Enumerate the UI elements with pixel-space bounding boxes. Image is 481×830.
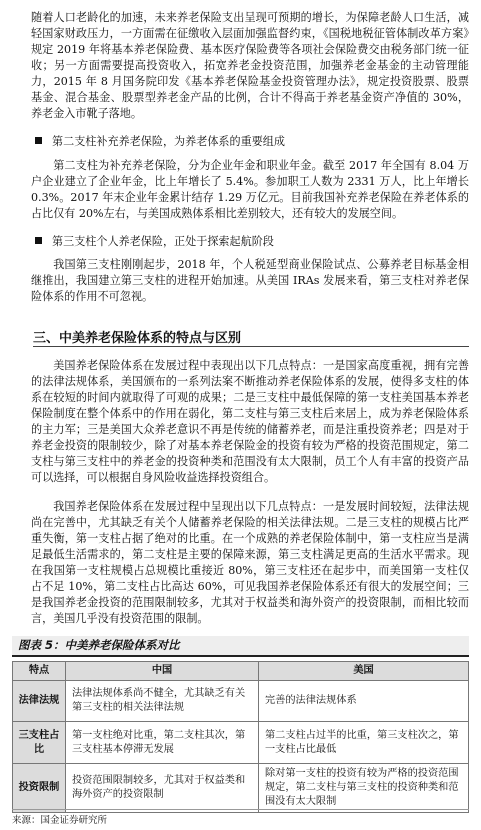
row-feature: 三支柱占比 xyxy=(13,722,66,764)
table-header-row xyxy=(13,662,469,681)
table-row xyxy=(13,764,469,813)
row-china: 第一支柱绝对比重，第二支柱其次，第三支柱基本停滞无发展 xyxy=(66,722,259,764)
bullet-second-pillar xyxy=(35,134,285,150)
source-rule xyxy=(12,809,469,810)
row-usa: 除对第一支柱的投资有较为严格的投资范围规定，第二支柱与第三支柱的投资种类和范围没有太大限制 xyxy=(259,764,469,813)
row-feature: 法律法规 xyxy=(13,681,66,722)
bullet-third-pillar xyxy=(35,234,274,250)
figure-rule xyxy=(12,655,469,657)
table-row xyxy=(13,681,469,722)
paragraph-aging-pension: 随着人口老龄化的加速，未来养老保险支出呈现可预期的增长，为保障老龄人口生活，减轻国家财政压力，一方面需在征缴收入层面加强监督约束，《国税地税征管体制改革方案》规定 2019 年将基本养老保险费、基本医疗保险费等各项社会保险费交由税务部门统一征收；另一方面需要提高投资收入，拓宽养老金投资范围，加强养老金基金的主动管理能力，2015 年 8 月国务院印发《基本养老保险基金投资管理办法》，规定投资股票、股票基金、混合基金、股票型养老金产品的比例，合计不得高于养老基金资产净值的 30%，养老金入市靴子落地。 xyxy=(31,11,469,120)
paragraph-second-pillar: 第二支柱为补充养老保险，分为企业年金和职业年金。截至 2017 年全国有 8.04 万户企业建立了企业年金，比上年增长了 5.4%。参加职工人数为 2331 万人，比上年增长 0.3%。2017 年末企业年金累计结存 1.29 万亿元。目前我国补充养老保险在养老体系的占比仅有 20%左右，与美国成熟体系相比差别较大，还有较大的发展空间。 xyxy=(31,159,469,220)
bullet-text: 第三支柱个人养老保险，正处于探索起航阶段 xyxy=(52,235,274,248)
square-bullet-icon xyxy=(35,137,42,144)
row-usa: 第二支柱占过半的比重，第三支柱次之，第一支柱占比最低 xyxy=(259,722,469,764)
header-usa: 美国 xyxy=(259,662,469,681)
table-row xyxy=(13,722,469,764)
paragraph-us-features: 美国养老保险体系在发展过程中表现出以下几点特点：一是国家高度重视，拥有完善的法律法规体系，美国颁布的一系列法案不断推动养老保险体系的发展，使得多支柱的体系在较短的时间内就取得了可观的成果；二是三支柱中最低保障的第一支柱美国基本养老保险制度在整个体系中的作用在弱化，第二支柱与第三支柱后来居上，成为养老保险体系的主力军；三是美国大众养老意识不再是传统的储蓄养老，而是注重投资养老；四是对于养老金投资的限制较少，除了对基本养老保险金的投资有较为严格的投资范围规定，第二支柱与第三支柱中的养老金的投资种类和范围没有太大限制，员工个人有丰富的投资产品可以选择，可以根据自身风险收益选择投资组合。 xyxy=(31,359,469,484)
figure-source: 来源：国金证券研究所 xyxy=(12,815,108,826)
square-bullet-icon xyxy=(35,237,42,244)
heading-rule xyxy=(33,346,469,347)
paragraph-china-features: 我国养老保险体系在发展过程中呈现出以下几点特点：一是发展时间较短，法律法规尚在完善中，尤其缺乏有关个人储蓄养老保险的相关法律法规。二是三支柱的规模占比严重失衡，第一支柱占据了绝对的比重。在一个成熟的养老保险体制中，第一支柱应当是满足最低生活需求的，第二支柱是主要的保障来源，第三支柱满足更高的生活水平需求。现在我国第一支柱规模占总规模比重接近 80%，第三支柱还在起步中，而美国第一支柱仅占不足 10%，第二支柱占比高达 60%，可见我国养老保险体系还有很大的发展空间；三是我国养老金投资的范围限制较多，尤其对于权益类和海外资产的投资限制，而相比较而言，美国几乎没有投资范围的限制。 xyxy=(31,500,469,625)
figure-title: 图表 5：中美养老保险体系对比 xyxy=(12,636,469,655)
header-china: 中国 xyxy=(66,662,259,681)
paragraph-third-pillar: 我国第三支柱刚刚起步，2018 年，个人税延型商业保险试点、公募养老目标基金相继推出，我国建立第三支柱的进程开始加速。从美国 IRAs 发展来看，第三支柱对养老保险体系的作用不可忽视。 xyxy=(31,258,469,303)
row-china: 投资范围限制较多，尤其对于权益类和海外资产的投资限制 xyxy=(66,764,259,813)
row-usa: 完善的法律法规体系 xyxy=(259,681,469,722)
header-feature: 特点 xyxy=(13,662,66,681)
row-feature: 投资限制 xyxy=(13,764,66,813)
row-china: 法律法规体系尚不健全，尤其缺乏有关第三支柱的相关法律法规 xyxy=(66,681,259,722)
section-heading: 三、中美养老保险体系的特点与区别 xyxy=(33,331,242,346)
comparison-table xyxy=(12,661,469,813)
bullet-text: 第二支柱补充养老保险，为养老体系的重要组成 xyxy=(52,135,285,148)
